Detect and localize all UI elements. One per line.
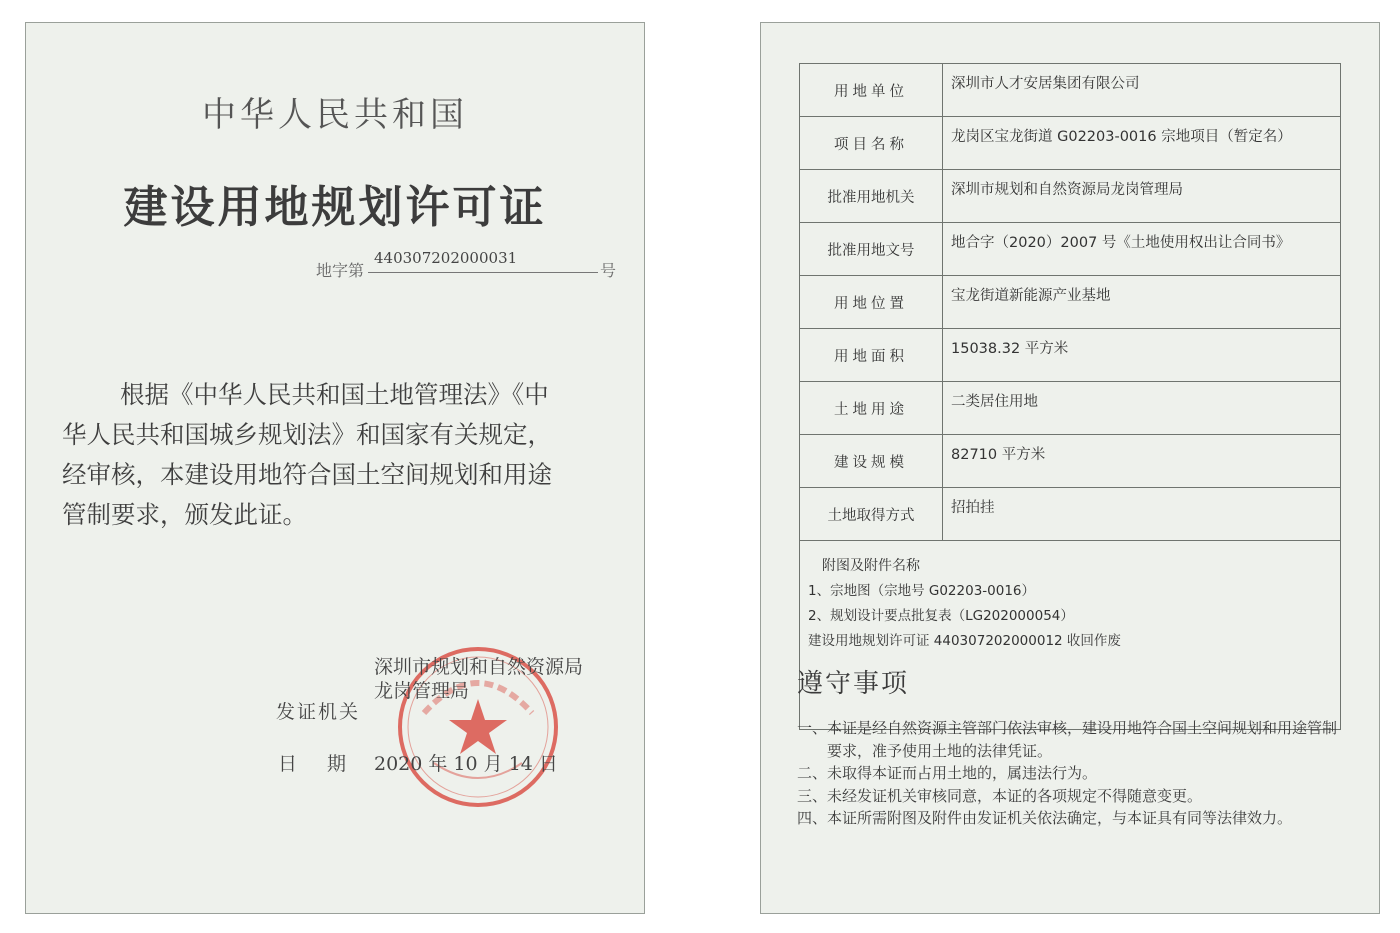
row-value: 82710 平方米 — [943, 435, 1341, 488]
table-row — [800, 117, 1341, 170]
cert-number-label: 地字第 — [316, 261, 365, 280]
country-heading: 中华人民共和国 — [202, 95, 468, 135]
cert-number-suffix: 号 — [600, 261, 617, 280]
row-label: 土地取得方式 — [800, 488, 943, 541]
table-row — [800, 64, 1341, 117]
table-row — [800, 223, 1341, 276]
issuer-name-line: 深圳市规划和自然资源局 — [374, 656, 584, 678]
table-row — [800, 170, 1341, 223]
row-value: 龙岗区宝龙街道 G02203-0016 宗地项目（暂定名） — [943, 117, 1341, 170]
row-label: 用地位置 — [800, 276, 943, 329]
row-value: 招拍挂 — [943, 488, 1341, 541]
attachments-row — [800, 541, 1341, 730]
rule-number: 三、 — [797, 786, 828, 805]
land-info-table — [799, 63, 1341, 730]
attachment-item: 2、规划设计要点批复表（LG202000054） — [808, 608, 1074, 624]
row-value: 宝龙街道新能源产业基地 — [943, 276, 1341, 329]
rule-item — [797, 717, 1347, 762]
rule-item — [797, 762, 1347, 785]
attachment-item: 1、宗地图（宗地号 G02203-0016） — [808, 583, 1036, 599]
row-value: 深圳市规划和自然资源局龙岗管理局 — [943, 170, 1341, 223]
issuing-authority-name — [374, 655, 583, 703]
rule-number: 一、 — [797, 719, 828, 737]
certificate-cover-page — [25, 22, 645, 914]
row-value: 二类居住用地 — [943, 382, 1341, 435]
row-label: 用地面积 — [800, 329, 943, 382]
paragraph-line: 华人民共和国城乡规划法》和国家有关规定， — [62, 420, 552, 449]
legal-basis-paragraph — [62, 375, 622, 535]
table-row — [800, 488, 1341, 541]
rule-number: 四、 — [797, 809, 828, 827]
issue-date: 2020 年 10 月 14 日 — [374, 753, 558, 775]
row-value: 地合字（2020）2007 号《土地使用权出让合同书》 — [943, 223, 1341, 276]
paragraph-line: 根据《中华人民共和国土地管理法》《中 — [120, 380, 549, 409]
rule-text: 本证是经自然资源主管部门依法审核，建设用地符合国土空间规划和用途管制要求，准予使用土地的法律凭证。 — [827, 719, 1338, 760]
rules-list — [797, 717, 1347, 830]
row-label: 土地用途 — [800, 382, 943, 435]
attachment-item: 建设用地规划许可证 440307202000012 收回作废 — [808, 633, 1121, 649]
table-row — [800, 329, 1341, 382]
table-row — [800, 276, 1341, 329]
issuing-authority-label: 发证机关 — [276, 701, 361, 723]
date-label: 日 期 — [278, 753, 347, 775]
rule-item — [797, 785, 1347, 808]
paragraph-line: 管制要求，颁发此证。 — [62, 500, 307, 529]
rule-text: 本证所需附图及附件由发证机关依法确定，与本证具有同等法律效力。 — [827, 809, 1293, 827]
row-value: 15038.32 平方米 — [943, 329, 1341, 382]
row-label: 项目名称 — [800, 117, 943, 170]
certificate-details-page — [760, 22, 1380, 914]
row-label: 用地单位 — [800, 64, 943, 117]
row-label: 建设规模 — [800, 435, 943, 488]
paragraph-line: 经审核，本建设用地符合国土空间规划和用途 — [62, 460, 552, 489]
issuer-name-line: 龙岗管理局 — [374, 680, 470, 702]
rule-number: 二、 — [797, 764, 828, 782]
rule-text: 未经发证机关审核同意，本证的各项规定不得随意变更。 — [827, 786, 1203, 805]
attachments-title: 附图及附件名称 — [822, 558, 920, 574]
rules-title: 遵守事项 — [797, 669, 910, 699]
row-value: 深圳市人才安居集团有限公司 — [943, 64, 1341, 117]
attachments-cell — [800, 541, 1341, 730]
certificate-title: 建设用地规划许可证 — [123, 182, 547, 233]
table-row — [800, 382, 1341, 435]
rule-item — [797, 807, 1347, 830]
row-label: 批准用地机关 — [800, 170, 943, 223]
cert-number: 440307202000031 — [368, 249, 598, 273]
row-label: 批准用地文号 — [800, 223, 943, 276]
rule-text: 未取得本证而占用土地的，属违法行为。 — [827, 764, 1098, 782]
table-row — [800, 435, 1341, 488]
